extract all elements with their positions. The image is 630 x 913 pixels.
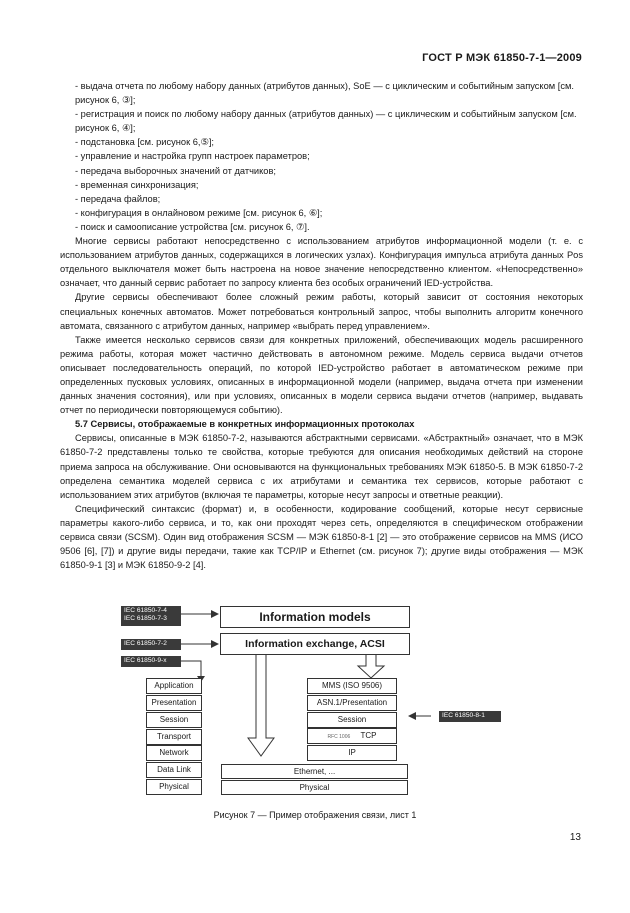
- physical-box: Physical: [221, 780, 408, 795]
- list-item: - передача выборочных значений от датчиков;: [75, 165, 276, 176]
- list-item: - выдача отчета по любому набору данных (атрибутов данных), SoE — с циклическим и событийным запуском [см. рисунок 6, ③];: [75, 81, 574, 106]
- paragraph: Другие сервисы обеспечивают более сложный режим работы, который зависит от состояния некоторых специальных конечных автоматов. Может потребоваться контрольный запрос, чтобы выполнить алгоритм конечного автомата, связанного с атрибутом данных, например «выбрать перед управлением».: [60, 292, 583, 331]
- body-text: [60, 79, 583, 572]
- page-number: 13: [569, 832, 581, 843]
- osi-layer: Data Link: [146, 762, 202, 778]
- section-heading: 5.7 Сервисы, отображаемые в конкретных информационных протоколах: [75, 419, 415, 430]
- osi-layer: Application: [146, 678, 202, 694]
- stack-mms: MMS (ISO 9506): [307, 678, 397, 694]
- list-item: - конфигурация в онлайновом режиме [см. рисунок 6, ⑥];: [75, 207, 323, 218]
- information-exchange-box: Information exchange, ACSI: [220, 633, 410, 655]
- stack-tcp: RFC 1006 TCP: [307, 728, 397, 744]
- osi-layer: Network: [146, 745, 202, 761]
- list-item: - поиск и самоописание устройства [см. рисунок 6, ⑦].: [75, 221, 310, 232]
- stack-session: Session: [307, 712, 397, 728]
- paragraph: Также имеется несколько сервисов связи для конкретных приложений, обеспечивающих модель расширенного режима работы, которая может частично действовать в автономном режиме. Модель сервиса выдачи отчетов описывает последовательность операций, по которой IED-устройство работает в автоматическом режиме при определенных пусковых условиях, описанных в информационной модели (например, выдача отчета при изменении данных значения состояния), или при условиях, описанных в модели сервиса выдачи отчетов (например, выдавать отчет по периодически повторяющемуся событию).: [60, 334, 583, 416]
- tag-iec-61850-7-2: IEC 61850-7-2: [121, 639, 181, 650]
- ethernet-box: Ethernet, ...: [221, 764, 408, 779]
- down-arrow-left: [248, 651, 274, 756]
- paragraph: Сервисы, описанные в МЭК 61850-7-2, называются абстрактными сервисами. «Абстрактный» означает, что в МЭК 61850-7-2 представлены только те свойства, которые требуются для описания необходимых действий на стороне приема запроса на обслуживание. Они основываются на функциональных требованиях МЭК 61850-5. В МЭК 61850-7-2 определена семантика моделей сервиса с их атрибутами и семантика тех сервисов, которые работают с использованием этих атрибутов (включая те параметры, которые несут запросы и ответные реакции).: [60, 433, 583, 500]
- down-arrow-right: [358, 651, 384, 678]
- stack-ip: IP: [307, 745, 397, 761]
- document-header: ГОСТ Р МЭК 61850-7-1—2009: [422, 52, 582, 64]
- arrow-9x: [181, 661, 201, 676]
- tag-iec-61850-9-x: IEC 61850-9-x: [121, 656, 181, 667]
- list-item: - управление и настройка групп настроек параметров;: [75, 151, 310, 162]
- osi-layer: Session: [146, 712, 202, 728]
- list-item: - регистрация и поиск по любому набору данных (атрибутов данных) — с циклическим и событийным запуском [см. рисунок 6, ④];: [75, 109, 577, 134]
- tag-iec-61850-8-1: IEC 61850-8-1: [439, 711, 501, 722]
- figure-caption: Рисунок 7 — Пример отображения связи, лист 1: [213, 810, 417, 820]
- stack-rfc: RFC 1006: [327, 734, 351, 740]
- list-item: - временная синхронизация;: [75, 179, 199, 190]
- list-item: - передача файлов;: [75, 193, 161, 204]
- information-models-box: Information models: [220, 606, 410, 628]
- tag-iec-61850-7-4-7-3: IEC 61850-7-4 IEC 61850-7-3: [121, 606, 181, 626]
- osi-layer: Physical: [146, 779, 202, 795]
- list-item: - подстановка [см. рисунок 6,⑤];: [75, 137, 215, 148]
- communication-mapping-figure: [121, 606, 521, 806]
- paragraph: Специфический синтаксис (формат) и, в особенности, кодирование сообщений, которые несут сервисные параметры какого-либо сервиса, и то, как они проходят через сеть, определяются в специфическом отображении сервиса связи (SCSM). Один вид отображения SCSM — МЭК 61850-8-1 [2] — это отображение сервисов на MMS (ИСО 9506 [6], [7]) и другие виды передачи, такие как TCP/IP и Ethernet (см. рисунок 7); другие виды отображения — МЭК 61850-9-1 [3] и МЭК 61850-9-2 [4].: [60, 503, 583, 571]
- osi-layer: Presentation: [146, 695, 202, 711]
- stack-asn1: ASN.1/Presentation: [307, 695, 397, 711]
- paragraph: Многие сервисы работают непосредственно с использованием атрибутов информационной модели (т. е. с использованием атрибутов данных, содержащихся в логических узлах). Конфигурация импульса атрибута данных Pos отдельного выключателя может быть настроена на новое значение непосредственно клиентом. «Непосредственно» означает, что данный сервис работает по запросу клиента без особых ограничений IED-устройства.: [60, 236, 583, 289]
- osi-layer: Transport: [146, 729, 202, 745]
